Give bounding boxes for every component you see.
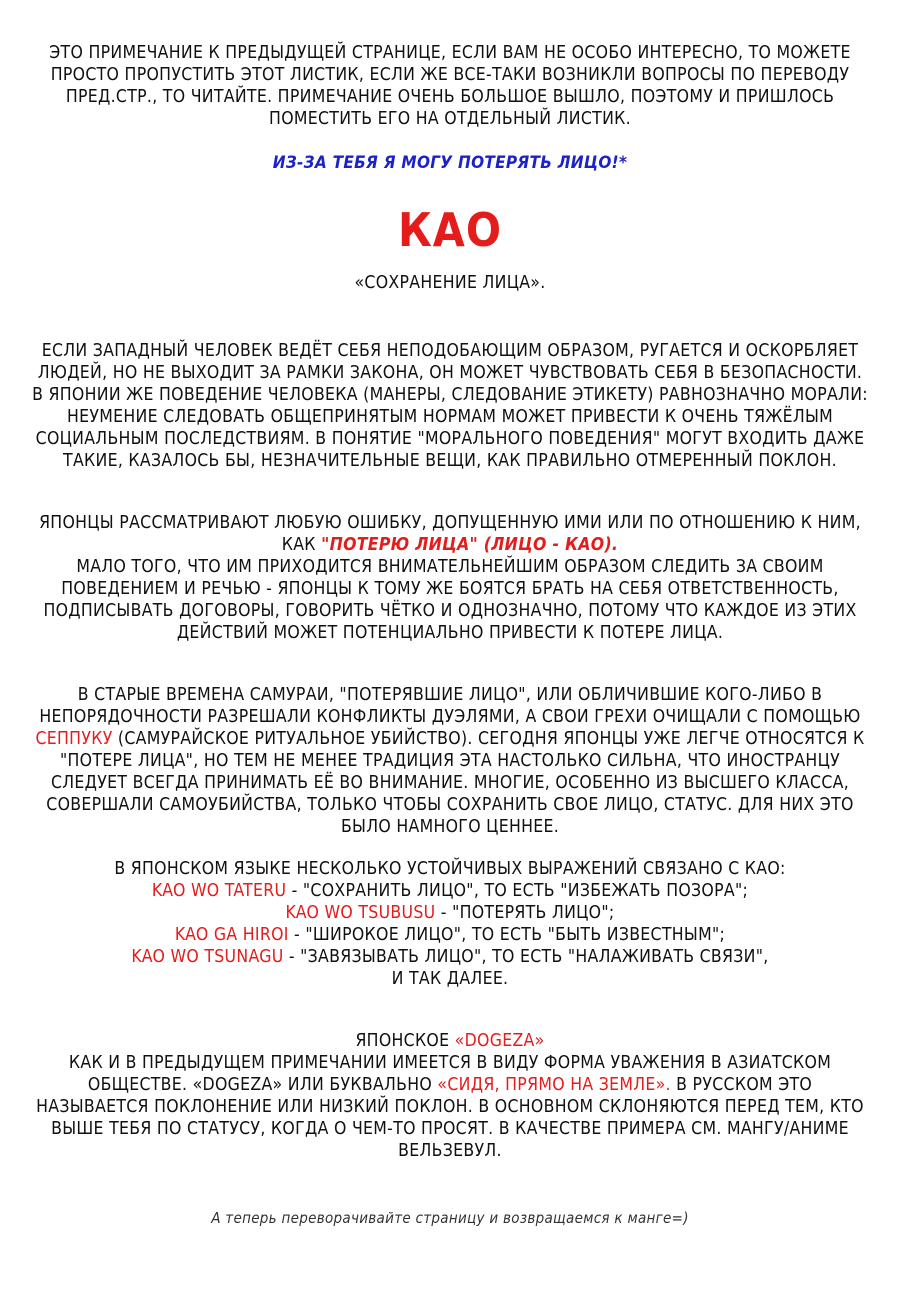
expression-meaning: - "ПОТЕРЯТЬ ЛИЦО";: [435, 903, 615, 923]
expressions-section: [30, 858, 870, 990]
expression-meaning: - "ШИРОКОЕ ЛИЦО", ТО ЕСТЬ "БЫТЬ ИЗВЕСТНЫМ";: [288, 925, 726, 945]
paragraph-behavior: [30, 340, 870, 472]
paragraph-losing-face-after: МАЛО ТОГО, ЧТО ИМ ПРИХОДИТСЯ ВНИМАТЕЛЬНЕЙШИМ ОБРАЗОМ СЛЕДИТЬ ЗА СВОИМ ПОВЕДЕНИЕМ И РЕЧЬЮ - ЯПОНЦЫ К ТОМУ ЖЕ БОЯТСЯ БРАТЬ НА СЕБЯ ОТВЕТСТВЕННОСТЬ, ПОДПИСЫВАТЬ ДОГОВОРЫ, ГОВОРИТЬ ЧЁТКО И ОДНОЗНАЧНО, ПОТОМУ ЧТО КАЖДОЕ ИЗ ЭТИХ ДЕЙСТВИЙ МОЖЕТ ПОТЕНЦИАЛЬНО ПРИВЕСТИ К ПОТЕРЕ ЛИЦА.: [43, 557, 857, 643]
expression-term: KAO WO TSUNAGU: [131, 947, 284, 967]
paragraph-losing-face: [30, 512, 870, 644]
expression-item: [30, 924, 870, 946]
seppuku-highlight: СЕППУКУ: [35, 729, 113, 749]
dogeza-text-before: КАК И В ПРЕДЫДУЩЕМ ПРИМЕЧАНИИ ИМЕЕТСЯ В ВИДУ ФОРМА УВАЖЕНИЯ В АЗИАТСКОМ ОБЩЕСТВЕ. «DOGEZA» ИЛИ БУКВАЛЬНО: [68, 1053, 832, 1095]
losing-face-highlight: "ПОТЕРЮ ЛИЦА" (ЛИЦО - КАО).: [321, 535, 619, 555]
expression-item: [30, 946, 870, 968]
intro-note: [30, 42, 870, 130]
expression-meaning: - "ЗАВЯЗЫВАТЬ ЛИЦО", ТО ЕСТЬ "НАЛАЖИВАТЬ СВЯЗИ",: [283, 947, 769, 967]
expression-term: KAO GA HIROI: [174, 925, 289, 945]
dogeza-text-after: В РУССКОМ ЭТО НАЗЫВАЕТСЯ ПОКЛОНЕНИЕ ИЛИ НИЗКИЙ ПОКЛОН. В ОСНОВНОМ СКЛОНЯЮТСЯ ПЕРЕД ТЕМ, КТО ВЫШЕ ТЕБЯ ПО СТАТУСУ, КОГДА О ЧЕМ-ТО ПРОСЯТ. В КАЧЕСТВЕ ПРИМЕРА СМ. МАНГУ/АНИМЕ ВЕЛЬЗЕВУЛ.: [36, 1075, 864, 1161]
dogeza-title-prefix: ЯПОНСКОЕ: [355, 1031, 455, 1051]
intro-text: ЭТО ПРИМЕЧАНИЕ К ПРЕДЫДУЩЕЙ СТРАНИЦЕ, ЕСЛИ ВАМ НЕ ОСОБО ИНТЕРЕСНО, ТО МОЖЕТЕ ПРОСТО ПРОПУСТИТЬ ЭТОТ ЛИСТИК, ЕСЛИ ЖЕ ВСЕ-ТАКИ ВОЗНИКЛИ ВОПРОСЫ ПО ПЕРЕВОДУ ПРЕД.СТР., ТО ЧИТАЙТЕ. ПРИМЕЧАНИЕ ОЧЕНЬ БОЛЬШОЕ ВЫШЛО, ПОЭТОМУ И ПРИШЛОСЬ ПОМЕСТИТЬ ЕГО НА ОТДЕЛЬНЫЙ ЛИСТИК.: [49, 43, 851, 129]
paragraph-samurai-before: В СТАРЫЕ ВРЕМЕНА САМУРАИ, "ПОТЕРЯВШИЕ ЛИЦО", ИЛИ ОБЛИЧИВШИЕ КОГО-ЛИБО В НЕПОРЯДОЧНОСТИ РАЗРЕШАЛИ КОНФЛИКТЫ ДУЭЛЯМИ, А СВОИ ГРЕХИ ОЧИЩАЛИ С ПОМОЩЬЮ: [39, 685, 861, 727]
kao-subheading: [30, 272, 870, 294]
subtitle-text: ИЗ-ЗА ТЕБЯ Я МОГУ ПОТЕРЯТЬ ЛИЦО!*: [272, 153, 628, 173]
expression-term: KAO WO TATERU: [151, 881, 287, 901]
expression-item: [30, 902, 870, 924]
expression-meaning: - "СОХРАНИТЬ ЛИЦО", ТО ЕСТЬ "ИЗБЕЖАТЬ ПОЗОРА";: [286, 881, 749, 901]
expression-term: KAO WO TSUBUSU: [285, 903, 436, 923]
kao-heading-text: КАО: [397, 203, 503, 257]
dogeza-highlight: «СИДЯ, ПРЯМО НА ЗЕМЛЕ».: [437, 1075, 671, 1095]
paragraph-samurai: [30, 684, 870, 838]
footer-text: А теперь переворачивайте страницу и возвращаемся к манге=): [211, 1209, 689, 1227]
dogeza-title: [30, 1030, 870, 1052]
kao-subheading-text: «СОХРАНЕНИЕ ЛИЦА».: [354, 273, 546, 293]
dogeza-section: [30, 1030, 870, 1162]
paragraph-losing-face-before: ЯПОНЦЫ РАССМАТРИВАЮТ ЛЮБУЮ ОШИБКУ, ДОПУЩЕННУЮ ИМИ ИЛИ ПО ОТНОШЕНИЮ К НИМ, КАК: [39, 513, 861, 555]
expressions-intro: В ЯПОНСКОМ ЯЗЫКЕ НЕСКОЛЬКО УСТОЙЧИВЫХ ВЫРАЖЕНИЙ СВЯЗАНО С КАО:: [114, 859, 786, 879]
footer-note: [210, 1207, 690, 1229]
kao-heading: [30, 200, 870, 260]
subtitle: [30, 152, 870, 174]
expressions-outro: И ТАК ДАЛЕЕ.: [391, 969, 509, 989]
paragraph-samurai-after: (САМУРАЙСКОЕ РИТУАЛЬНОЕ УБИЙСТВО). СЕГОДНЯ ЯПОНЦЫ УЖЕ ЛЕГЧЕ ОТНОСЯТСЯ К "ПОТЕРЕ ЛИЦА", НО ТЕМ НЕ МЕНЕЕ ТРАДИЦИЯ ЭТА НАСТОЛЬКО СИЛЬНА, ЧТО ИНОСТРАНЦУ СЛЕДУЕТ ВСЕГДА ПРИНИМАТЬ ЕЁ ВО ВНИМАНИЕ. МНОГИЕ, ОСОБЕННО ИЗ ВЫСШЕГО КЛАССА, СОВЕРШАЛИ САМОУБИЙСТВА, ТОЛЬКО ЧТОБЫ СОХРАНИТЬ СВОЕ ЛИЦО, СТАТУС. ДЛЯ НИХ ЭТО БЫЛО НАМНОГО ЦЕННЕЕ.: [46, 729, 865, 837]
expression-item: [30, 880, 870, 902]
paragraph-behavior-text: ЕСЛИ ЗАПАДНЫЙ ЧЕЛОВЕК ВЕДЁТ СЕБЯ НЕПОДОБАЮЩИМ ОБРАЗОМ, РУГАЕТСЯ И ОСКОРБЛЯЕТ ЛЮДЕЙ, НО НЕ ВЫХОДИТ ЗА РАМКИ ЗАКОНА, ОН МОЖЕТ ЧУВСТВОВАТЬ СЕБЯ В БЕЗОПАСНОСТИ. В ЯПОНИИ ЖЕ ПОВЕДЕНИЕ ЧЕЛОВЕКА (МАНЕРЫ, СЛЕДОВАНИЕ ЭТИКЕТУ) РАВНОЗНАЧНО МОРАЛИ: НЕУМЕНИЕ СЛЕДОВАТЬ ОБЩЕПРИНЯТЫМ НОРМАМ МОЖЕТ ПРИВЕСТИ К ОЧЕНЬ ТЯЖЁЛЫМ СОЦИАЛЬНЫМ ПОСЛЕДСТВИЯМ. В ПОНЯТИЕ "МОРАЛЬНОГО ПОВЕДЕНИЯ" МОГУТ ВХОДИТЬ ДАЖЕ ТАКИЕ, КАЗАЛОСЬ БЫ, НЕЗНАЧИТЕЛЬНЫЕ ВЕЩИ, КАК ПРАВИЛЬНО ОТМЕРЕННЫЙ ПОКЛОН.: [32, 341, 868, 471]
dogeza-title-term: «DOGEZA»: [454, 1031, 545, 1051]
